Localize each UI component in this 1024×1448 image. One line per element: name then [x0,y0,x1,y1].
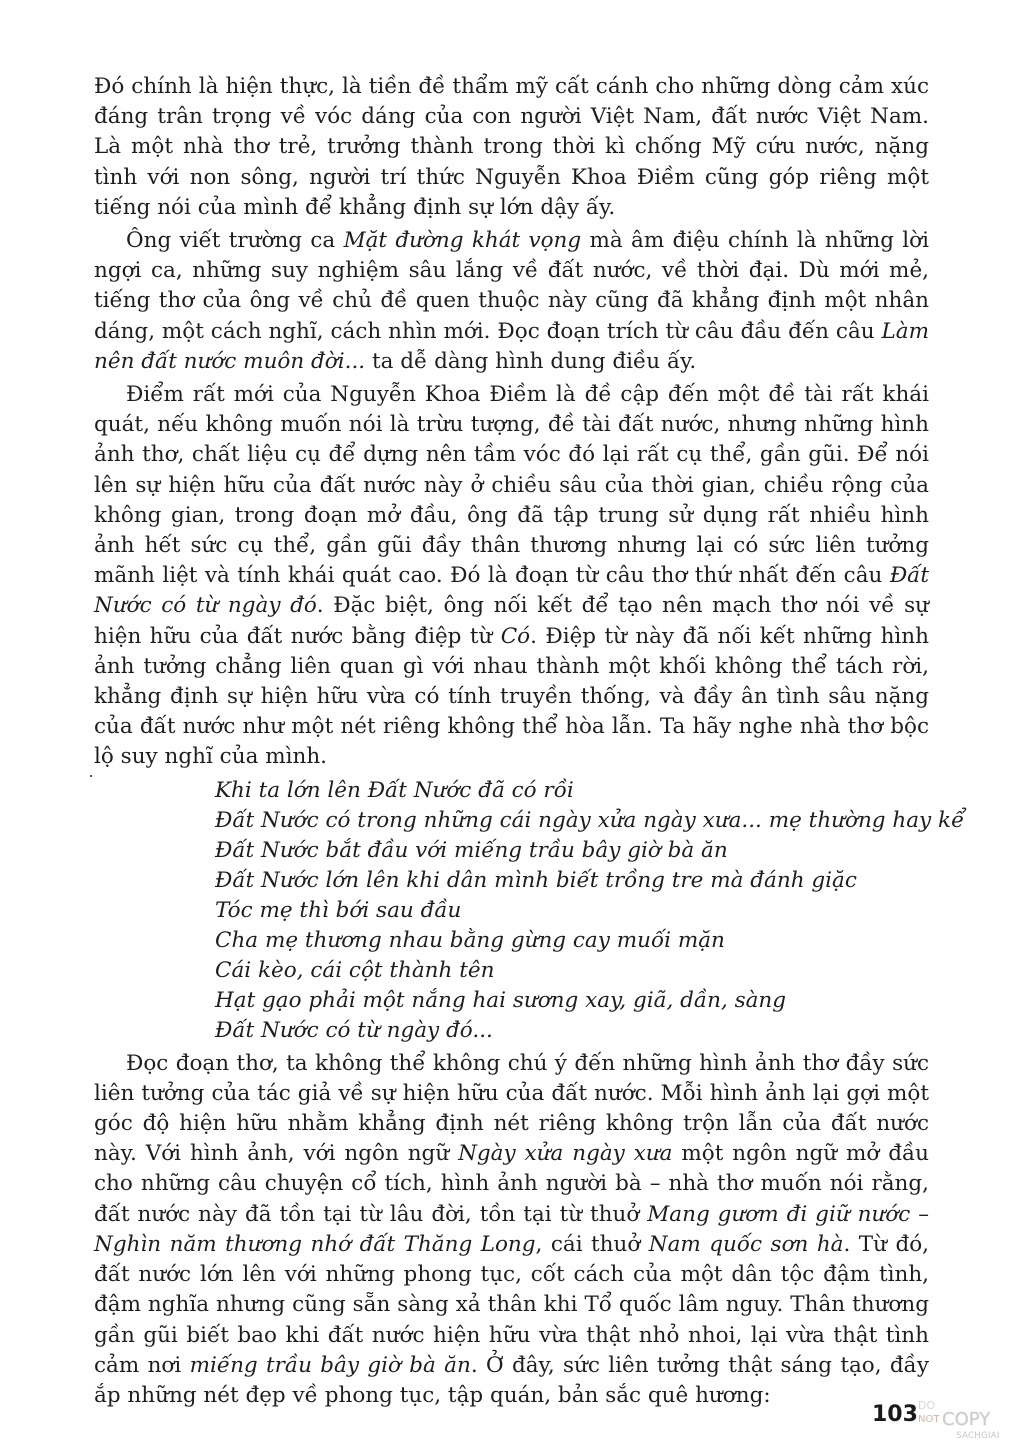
text-run: , cái thuở [535,1231,649,1257]
text-run: ta dễ dàng hình dung điều ấy. [365,348,697,374]
watermark-brand-text: SACHGIAI [956,1431,1000,1441]
italic-run: Nam quốc sơn hà [648,1231,844,1257]
italic-run: Mang gươm đi giữ nước – Nghìn năm thương nhớ đất Thăng Long [94,1201,930,1257]
italic-run: Có [500,623,531,649]
italic-run: Làm nên đất nước muôn đời... [94,318,929,374]
poem-line: Đất Nước có từ ngày đó... [215,1017,493,1043]
text-run: . Ở đây, sức liên tưởng thật sáng tạo, đầy ắp những nét đẹp về phong tục, tập quán, bản sắc quê hương: [94,1352,929,1408]
text-run: Ông viết trường ca [126,228,344,254]
text-run: . Điệp từ này đã nối kết những hình ảnh tưởng chẳng liên quan gì với nhau thành một khối không thể tách rời, khẳng định sự hiện hữu vừa có tính truyền thống, và đầy ân tình sâu nặng của đất nước như một nét riêng không thể hòa lẫn. Ta hãy nghe nhà thơ bộc lộ suy nghĩ của mình. [94,623,929,770]
italic-run: Ngày xửa ngày xưa [458,1141,673,1167]
text-run: Đó chính là hiện thực, là tiền đề thẩm mỹ cất cánh cho những dòng cảm xúc đáng trân trọng về vóc dáng của con người Việt Nam, đất nước Việt Nam. Là một nhà thơ trẻ, trưởng thành trong thời kì chống Mỹ cứu nước, nặng tình với non sông, người trí thức Nguyễn Khoa Điềm cũng góp riêng một tiếng nói của mình để khẳng định sự lớn dậy ấy. [94,74,929,220]
poem-line: Đất Nước lớn lên khi dân mình biết trồng tre mà đánh giặc [215,867,857,893]
paragraph-3 [94,380,929,773]
paragraph-1 [94,72,929,223]
poem-line: Hạt gạo phải một nắng hai sương xay, giã, dần, sàng [215,987,787,1013]
poem-line: Tóc mẹ thì bới sau đầu [215,897,462,923]
paragraph-2 [94,226,929,377]
paragraph-4 [94,1049,929,1411]
poem-excerpt [94,776,965,1046]
text-run: . Từ đó, đất nước lớn lên với những phong tục, cốt cách của một dân tộc đậm tình, đậm nghĩa nhưng cũng sẵn sàng xả thân khi Tổ quốc lâm nguy. Thân thương gần gũi biết bao khi đất nước hiện hữu vừa thật nhỏ nhoi, lại vừa thật tình cảm nơi [94,1231,929,1378]
watermark-copy-text: COPY [942,1409,991,1430]
print-speck [90,775,92,777]
italic-run: miếng trầu bây giờ bà ăn [189,1352,471,1378]
text-run: Đọc đoạn thơ, ta không thể không chú ý đến những hình ảnh thơ đầy sức liên tưởng của tác giả về sự hiện hữu của đất nước. Mỗi hình ảnh lại gợi một góc độ hiện hữu nhằm khẳng định nét riêng không trộn lẫn của đất nước này. Với hình ảnh, với ngôn ngữ [94,1050,929,1167]
poem-line: Đất Nước có trong những cái ngày xửa ngày xưa... mẹ thường hay kể [215,807,965,833]
text-run: một ngôn ngữ mở đầu cho những câu chuyện cổ tích, hình ảnh người bà – nhà thơ muốn nói rằng, đất nước này đã tồn tại từ lâu đời, tồn tại từ thuở [94,1141,929,1227]
poem-line: Đất Nước bắt đầu với miếng trầu bây giờ bà ăn [215,837,728,863]
watermark-not-text: NOT [918,1414,940,1425]
poem-line: Khi ta lớn lên Đất Nước đã có rồi [215,777,574,803]
italic-run: Đất Nước có từ ngày đó [94,563,929,619]
italic-run: Mặt đường khát vọng [343,228,582,254]
poem-line: Cha mẹ thương nhau bằng gừng cay muối mặn [215,927,725,953]
text-run: mà âm điệu chính là những lời ngợi ca, những suy nghiệm sâu lắng về đất nước, về thời đại. Dù mới mẻ, tiếng thơ của ông về chủ đề quen thuộc này cũng đã khẳng định một nhân dáng, một cách nghĩ, cách nhìn mới. Đọc đoạn trích từ câu đầu đến câu [94,228,929,344]
page-number: 103 [872,1402,918,1427]
watermark-logo [912,1398,1012,1442]
page-body [94,72,965,1414]
text-run: . Đặc biệt, ông nối kết để tạo nên mạch thơ nói về sự hiện hữu của đất nước bằng điệp từ [94,593,929,649]
poem-line: Cái kèo, cái cột thành tên [215,957,495,983]
text-run: Điểm rất mới của Nguyễn Khoa Điềm là đề cập đến một đề tài rất khái quát, nếu không muốn nói là trừu tượng, đề tài đất nước, nhưng những hình ảnh thơ, chất liệu cụ để dựng nên tầm vóc đó lại rất cụ thể, gần gũi. Để nói lên sự hiện hữu của đất nước này ở chiều sâu của thời gian, chiều rộng của không gian, trong đoạn mở đầu, ông đã tập trung sử dụng rất nhiều hình ảnh hết sức cụ thể, gần gũi đầy thân thương nhưng lại có sức liên tưởng mãnh liệt và tính khái quát cao. Đó là đoạn từ câu thơ thứ nhất đến câu [94,382,929,589]
watermark-top-text: DO [918,1399,936,1412]
